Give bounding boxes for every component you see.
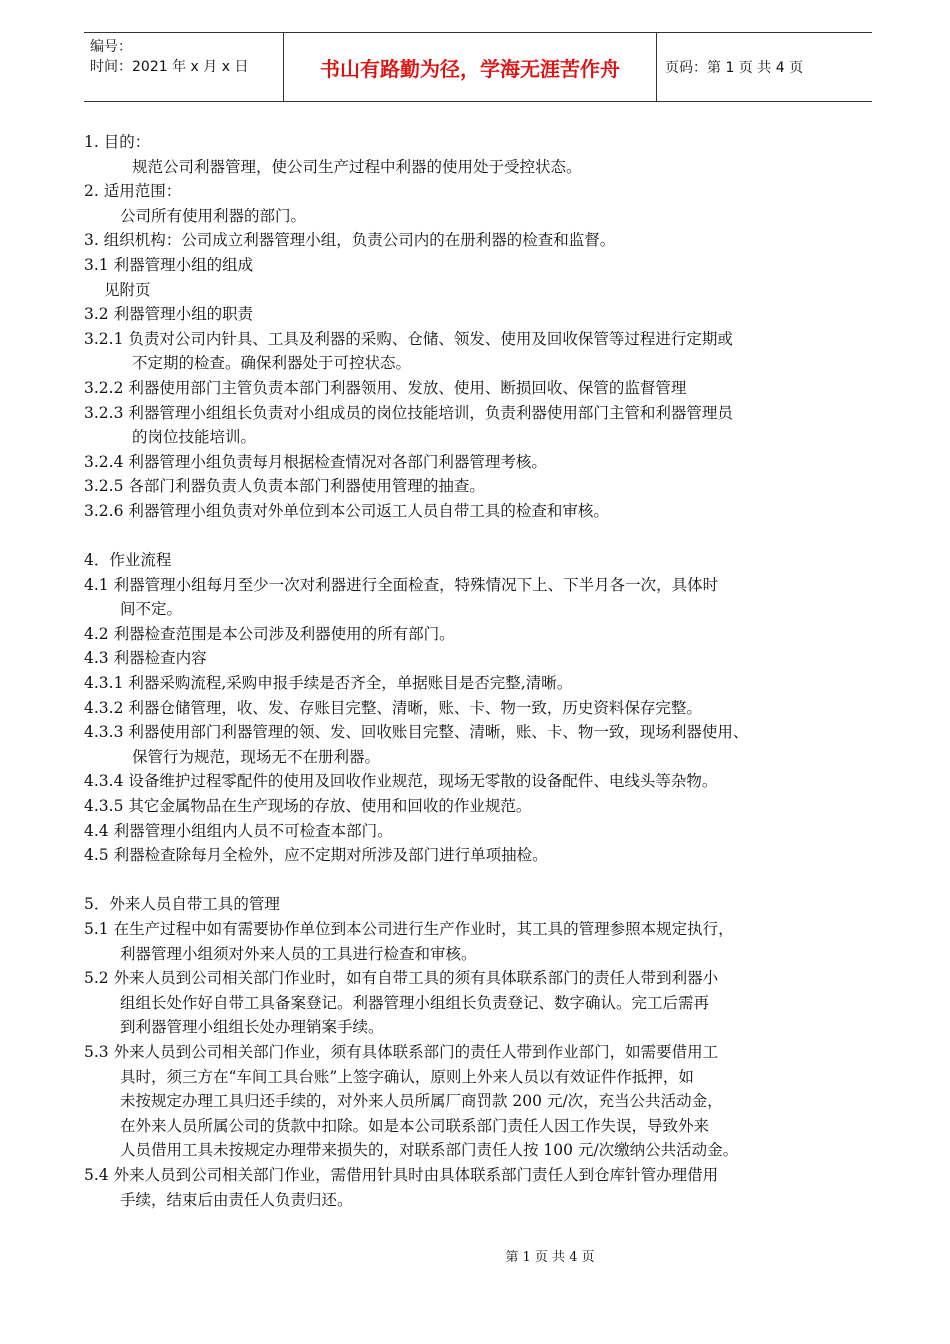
list-item: 3.2.2 利器使用部门主管负责本部门利器领用、发放、使用、断损回收、保管的监督管理 — [84, 378, 687, 397]
document-body — [84, 130, 884, 1212]
list-item: 4.3.2 利器仓储管理，收、发、存账目完整、清晰，账、卡、物一致，历史资料保存完整。 — [84, 698, 702, 717]
list-item: 3.2.6 利器管理小组负责对外单位到本公司返工人员自带工具的检查和审核。 — [84, 501, 609, 520]
list-item: 4.5 利器检查除每月全检外，应不定期对所涉及部门进行单项抽检。 — [84, 846, 548, 865]
header-motto: 书山有路勤为径，学海无涯苦作舟 — [284, 33, 657, 101]
list-item: 5.1 在生产过程中如有需要协作单位到本公司进行生产作业时，其工具的管理参照本规定执行， — [84, 920, 734, 938]
page-footer: 第 1 页 共 4 页 — [505, 1250, 595, 1265]
list-item-continuation: 保管行为规范，现场无不在册利器。 — [132, 747, 381, 766]
list-item: 3.2.1 负责对公司内针具、工具及利器的采购、仓储、领发、使用及回收保管等过程进行定期或 — [84, 329, 733, 348]
subsection-heading: 3.1 利器管理小组的组成 — [84, 255, 254, 274]
paragraph-line: 公司所有使用利器的部门。 — [120, 206, 307, 225]
list-item: 4.4 利器管理小组组内人员不可检查本部门。 — [84, 821, 393, 840]
page-header — [84, 32, 872, 102]
section-heading: 2. 适用范围： — [84, 182, 182, 201]
document-date: 时间：2021 年 x 月 x 日 — [90, 59, 249, 75]
list-item: 4.2 利器检查范围是本公司涉及利器使用的所有部门。 — [84, 624, 455, 643]
list-item-continuation: 的岗位技能培训。 — [132, 428, 257, 447]
list-item-continuation: 利器管理小组须对外来人员的工具进行检查和审核。 — [120, 944, 477, 963]
list-item: 5.2 外来人员到公司相关部门作业时，如有自带工具的须有具体联系部门的责任人带到利器小 — [84, 969, 719, 988]
section-heading: 5．外来人员自带工具的管理 — [84, 895, 280, 914]
list-item: 4.1 利器管理小组每月至少一次对利器进行全面检查，特殊情况下上、下半月各一次，具体时 — [84, 575, 719, 594]
list-item-continuation: 不定期的检查。确保利器处于可控状态。 — [132, 354, 412, 373]
list-item: 3.2.3 利器管理小组组长负责对小组成员的岗位技能培训，负责利器使用部门主管和利器管理员 — [84, 403, 733, 422]
list-item-continuation: 人员借用工具未按规定办理带来损失的，对联系部门责任人按 100 元/次缴纳公共活动金。 — [120, 1141, 739, 1160]
section-heading: 1. 目的： — [84, 133, 151, 151]
list-item: 4.3.3 利器使用部门利器管理的领、发、回收账目完整、清晰，账、卡、物一致，现场利器使用、 — [84, 723, 749, 742]
list-item-continuation: 间不定。 — [120, 600, 183, 619]
paragraph-line: 规范公司利器管理，使公司生产过程中利器的使用处于受控状态。 — [132, 157, 582, 176]
list-item-continuation: 到利器管理小组组长处办理销案手续。 — [120, 1018, 384, 1037]
list-item: 3.2.5 各部门利器负责人负责本部门利器使用管理的抽查。 — [84, 477, 485, 496]
subsection-heading: 4.3 利器检查内容 — [84, 649, 207, 668]
blank-line — [84, 868, 884, 893]
list-item: 4.3.5 其它金属物品在生产现场的存放、使用和回收的作业规范。 — [84, 797, 532, 816]
document-number: 编号： — [90, 39, 132, 55]
list-item: 4.3.1 利器采购流程,采购申报手续是否齐全，单据账目是否完整,清晰。 — [84, 674, 573, 693]
list-item-continuation: 组组长处作好自带工具备案登记。利器管理小组组长负责登记、数字确认。完工后需再 — [120, 993, 710, 1012]
list-item: 3.2.4 利器管理小组负责每月根据检查情况对各部门利器管理考核。 — [84, 452, 547, 471]
subsection-heading: 3.2 利器管理小组的职责 — [84, 305, 254, 324]
list-item: 5.3 外来人员到公司相关部门作业，须有具体联系部门的责任人带到作业部门，如需要借用工 — [84, 1042, 719, 1061]
paragraph-line: 见附页 — [104, 280, 151, 299]
list-item: 4.3.4 设备维护过程零配件的使用及回收作业规范，现场无零散的设备配件、电线头等杂物。 — [84, 772, 718, 791]
section-heading: 4．作业流程 — [84, 551, 172, 570]
list-item-continuation: 具时，须三方在“车间工具台账”上签字确认，原则上外来人员以有效证件作抵押，如 — [120, 1067, 694, 1086]
list-item-continuation: 手续，结束后由责任人负责归还。 — [120, 1190, 353, 1209]
blank-line — [84, 524, 884, 549]
header-page-number: 页码：第 1 页 共 4 页 — [665, 60, 804, 76]
list-item-continuation: 未按规定办理工具归还手续的，对外来人员所属厂商罚款 200 元/次，充当公共活动金， — [120, 1092, 723, 1111]
section-heading: 3. 组织机构：公司成立利器管理小组，负责公司内的在册利器的检查和监督。 — [84, 231, 616, 250]
list-item: 5.4 外来人员到公司相关部门作业，需借用针具时由具体联系部门责任人到仓库针管办理借用 — [84, 1165, 719, 1184]
list-item-continuation: 在外来人员所属公司的货款中扣除。如是本公司联系部门责任人因工作失误，导致外来 — [120, 1116, 710, 1135]
header-meta — [84, 33, 284, 101]
